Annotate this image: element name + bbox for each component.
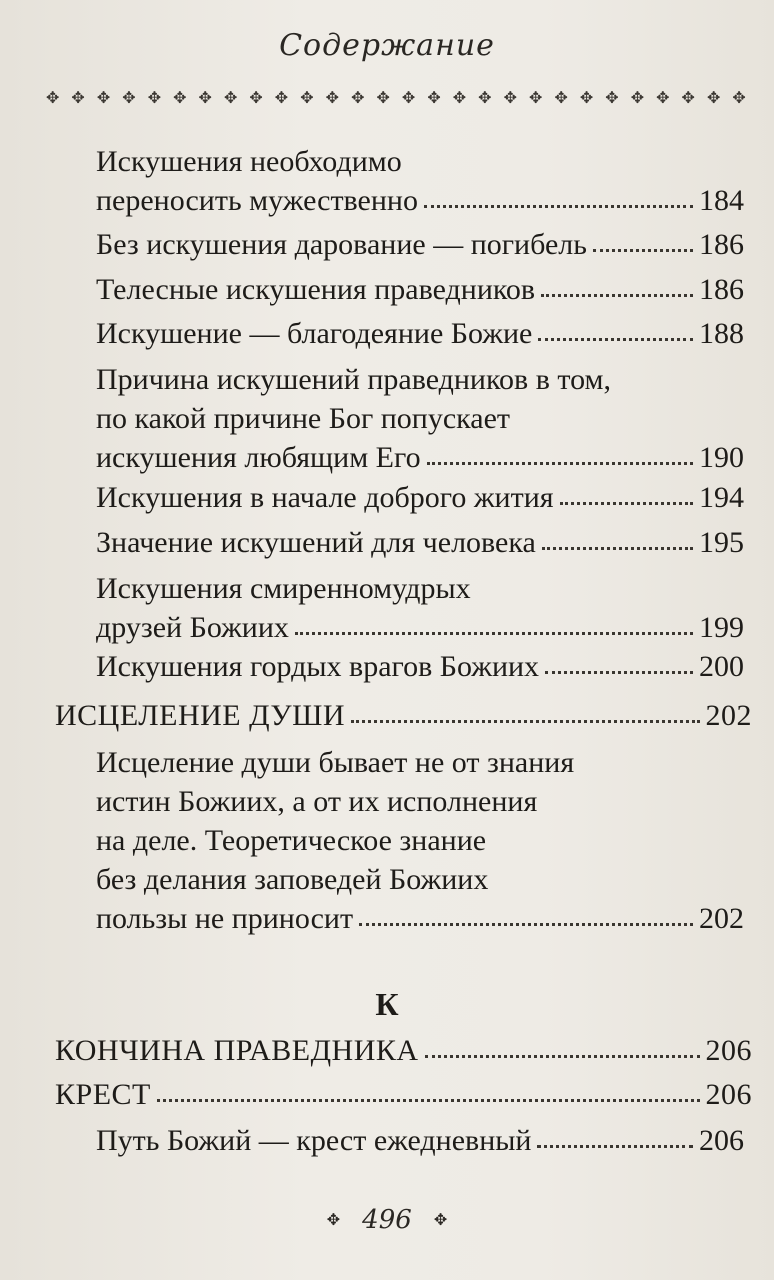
ornament-icon: ✥ [427,88,441,107]
toc-entry-text: Искушение — благодеяние Божие [96,317,533,350]
toc-entry-text: искушения любящим Его [96,441,421,474]
toc-page-number: 194 [699,481,744,514]
toc-section-entry[interactable] [55,1075,752,1114]
ornament-icon: ✥ [326,1210,341,1229]
toc-entry-text: Причина искушений праведников в том, [96,363,611,396]
page-folio [0,1205,774,1235]
toc-entry[interactable] [96,360,744,477]
toc-entry-text: Без искушения дарование — погибель [96,228,587,261]
ornament-icon: ✥ [401,88,416,107]
ornament-icon: ✥ [706,88,721,107]
dot-leader [425,1055,700,1058]
toc-entry-text: Искушения необходимо [96,145,402,178]
ornament-icon: ✥ [503,88,517,107]
dot-leader [157,1099,700,1102]
ornament-icon: ✥ [579,88,594,107]
toc-entry-text: Искушения гордых врагов Божиих [96,650,540,683]
dot-leader [351,720,699,723]
ornament-icon: ✥ [433,1210,448,1229]
toc-entry-text: друзей Божиих [96,611,289,644]
toc-page-number: 206 [705,1034,752,1067]
toc-page-number: 186 [699,273,744,306]
ornament-icon: ✥ [122,88,136,107]
ornament-icon: ✥ [96,88,111,107]
dot-leader [359,923,693,926]
ornament-icon: ✥ [46,88,60,107]
toc-entry-text: Телесные искушения праведников [96,273,536,306]
toc-entry-text: по какой причине Бог попускает [96,402,511,435]
toc-page-number: 195 [699,526,744,559]
ornament-icon: ✥ [325,88,340,107]
toc-entry-text: Искушения в начале доброго жития [96,481,554,514]
toc-entry[interactable] [96,743,744,938]
toc-page-number: 202 [699,902,744,935]
toc-section-title: КОНЧИНА ПРАВЕДНИКА [55,1034,419,1067]
toc-entry-text: Искушения смиренномудрых [96,572,471,605]
ornament-icon: ✥ [605,88,619,107]
ornament-icon: ✥ [529,88,543,107]
ornament-icon: ✥ [351,88,365,107]
dot-leader [560,502,693,505]
dot-leader [424,205,693,208]
ornament-icon: ✥ [732,88,746,107]
toc-section-title: КРЕСТ [55,1078,151,1111]
toc-entry-text: Исцеление души бывает не от знания [96,746,575,779]
dot-leader [538,338,693,341]
toc-section-entry[interactable] [55,696,752,735]
ornament-icon: ✥ [173,88,187,107]
toc-page-number: 184 [699,184,744,217]
toc-section-title: ИСЦЕЛЕНИЕ ДУШИ [55,699,346,732]
toc-entry[interactable] [96,314,744,353]
toc-entry[interactable] [96,647,744,686]
ornament-icon: ✥ [274,88,289,107]
ornament-icon: ✥ [656,88,670,107]
dot-leader [295,632,693,635]
toc-page-number: 202 [705,699,752,732]
dot-leader [537,1145,693,1148]
toc-entry-text: без делания заповедей Божиих [96,863,489,896]
ornament-icon: ✥ [554,88,568,107]
ornament-icon: ✥ [376,88,390,107]
toc-entry-text: переносить мужественно [96,184,418,217]
ornament-icon: ✥ [452,88,467,107]
toc-entry[interactable] [96,1121,744,1160]
dot-leader [545,671,693,674]
ornament-icon: ✥ [223,88,238,107]
toc-entry[interactable] [96,523,744,562]
toc-page-number: 199 [699,611,744,644]
toc-entry[interactable] [96,270,744,309]
ornament-icon: ✥ [249,88,263,107]
toc-entry[interactable] [96,225,744,264]
ornament-divider [46,88,746,108]
page-number: 496 [362,1205,412,1235]
toc-page-number: 206 [705,1078,752,1111]
toc-section-entry[interactable] [55,1031,752,1070]
dot-leader [541,294,693,297]
dot-leader [542,547,693,550]
ornament-icon: ✥ [478,88,492,107]
toc-page-number: 206 [699,1124,744,1157]
dot-leader [593,249,693,252]
ornament-icon: ✥ [630,88,645,107]
toc-entry-text: Значение искушений для человека [96,526,536,559]
section-letter: К [375,986,399,1022]
ornament-icon: ✥ [300,88,314,107]
toc-entry[interactable] [96,569,744,647]
toc-page-number: 190 [699,441,744,474]
toc-entry-text: пользы не приносит [96,902,354,935]
ornament-icon: ✥ [71,88,85,107]
ornament-icon: ✥ [147,88,162,107]
toc-page-number: 186 [699,228,744,261]
toc-entry-text: Путь Божий — крест ежедневный [96,1124,532,1157]
ornament-icon: ✥ [681,88,695,107]
toc-page-number: 200 [699,650,744,683]
toc-entry[interactable] [96,478,744,517]
toc-entry-text: на деле. Теоретическое знание [96,824,487,857]
running-head: Содержание [279,28,495,63]
toc-entry[interactable] [96,142,744,220]
ornament-icon: ✥ [198,88,212,107]
toc-entry-text: истин Божиих, а от их исполнения [96,785,538,818]
dot-leader [427,462,693,465]
toc-page-number: 188 [699,317,744,350]
